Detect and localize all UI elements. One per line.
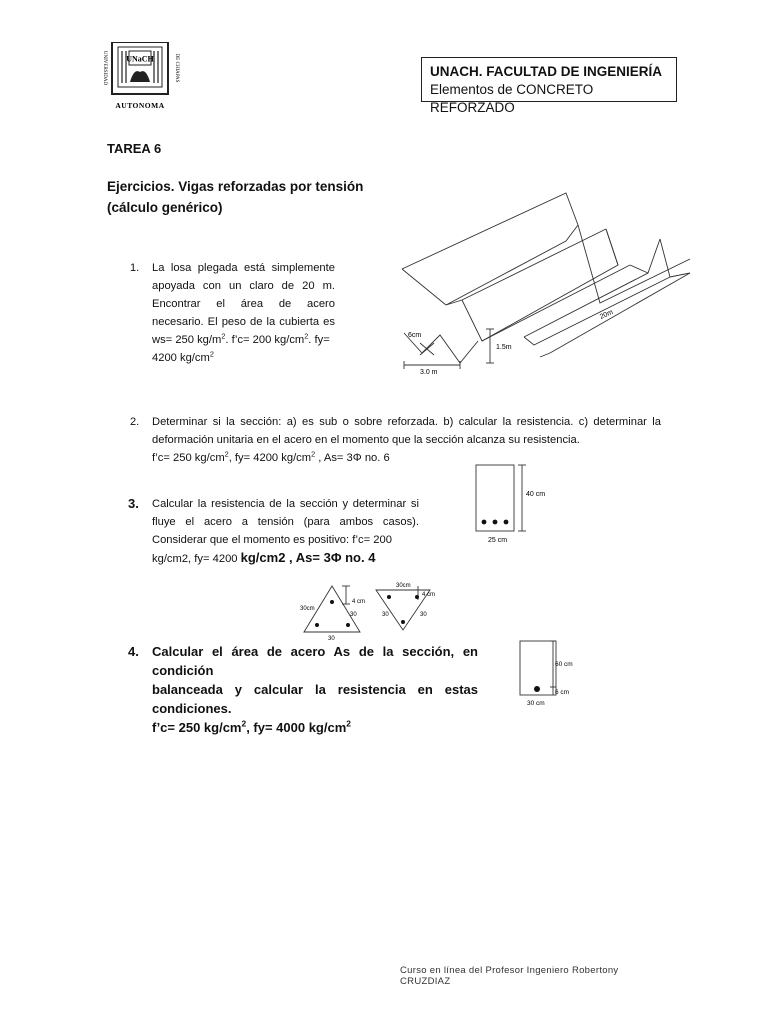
- exponent: 2: [221, 331, 226, 341]
- triangular-sections-figure: [290, 580, 450, 642]
- exponent: 2: [224, 449, 229, 459]
- university-logo: [98, 42, 182, 112]
- problem-2-statement: Determinar si la sección: a) es sub o sobre reforzada. b) calcular la resistencia. c) determinar la deformación unitaria en el acero en el momento que la sección alcanza su resistencia.: [152, 416, 661, 446]
- dim-width-label: 30 cm: [527, 700, 545, 707]
- exponent: 2: [241, 718, 247, 729]
- dim-length-label: 20m: [598, 308, 615, 321]
- problem-4-line-2: balanceada y calcular la resistencia en estas condiciones.: [152, 682, 478, 716]
- exponent: 2: [209, 349, 214, 359]
- as-value: , As= 3Φ no. 6: [315, 452, 390, 464]
- dim-cover-label: 6 cm: [555, 689, 570, 696]
- problem-1-line: Encontrar el área de acero: [152, 298, 335, 310]
- problem-3-text: [152, 495, 419, 568]
- problem-4-line-1: Calcular el área de acero As de la sección, en condición: [152, 644, 478, 678]
- exercise-subtitle: [107, 176, 363, 218]
- fc-value: f’c= 250 kg/cm: [152, 452, 225, 464]
- fy-value: 4200 kg/cm: [152, 352, 210, 364]
- dim-width-label: 3.0 m: [420, 369, 438, 376]
- dim-label: 30: [382, 612, 389, 618]
- dim-height-label: 60 cm: [555, 661, 573, 668]
- header-course: Elementos de CONCRETO REFORZADO: [430, 82, 594, 115]
- fy-value: , fy= 4000 kg/cm: [246, 720, 347, 735]
- logo-left-text: UNIVERSIDAD: [102, 50, 107, 86]
- problem-1-line: necesario. El peso de la cubierta es: [152, 316, 335, 328]
- problem-1-line: apoyada con un claro de 20 m.: [152, 280, 335, 292]
- exponent: 2: [346, 718, 351, 729]
- problem-3-number: 3.: [128, 496, 139, 511]
- dim-label: 4 cm: [422, 592, 436, 598]
- problem-1-number: 1.: [130, 262, 140, 274]
- dim-label: 4 cm: [352, 599, 366, 605]
- logo-right-text: DE CHIAPAS: [174, 53, 179, 83]
- dim-label: 30: [350, 612, 357, 618]
- subtitle-line-1: Ejercicios. Vigas reforzadas por tensión: [107, 179, 364, 194]
- ws-value: ws= 250 kg/m: [152, 334, 222, 346]
- problem-2-text: [152, 413, 661, 467]
- page-footer: Curso en línea del Profesor Ingeniero Robertony CRUZDIAZ: [400, 965, 619, 987]
- problem-3-values-big: kg/cm2 , As= 3Φ no. 4: [240, 550, 376, 565]
- dim-thickness-label: 6cm: [408, 332, 422, 339]
- beam-section-figure-2: [470, 460, 560, 550]
- problem-1-values: [152, 331, 335, 349]
- logo-center-text: UNaCH: [126, 54, 154, 64]
- problem-2-number: 2.: [130, 416, 140, 428]
- problem-1-text: [152, 259, 335, 367]
- header-faculty: UNACH. FACULTAD DE INGENIERÍA: [430, 64, 662, 79]
- problem-3-statement: Calcular la resistencia de la sección y determinar si fluye el acero a tensión (para ambos casos). Considerar que el momento es positivo: f’c= 200: [152, 498, 419, 546]
- dim-label: 30: [328, 636, 335, 642]
- fc-value: f’c= 250 kg/cm: [152, 720, 242, 735]
- header-box: [421, 57, 677, 115]
- problem-4-number: 4.: [128, 644, 139, 659]
- dim-width-label: 25 cm: [488, 537, 508, 544]
- assignment-title: TAREA 6: [107, 141, 162, 156]
- subtitle-line-2: (cálculo genérico): [107, 200, 223, 215]
- logo-bottom-text: AUTONOMA: [115, 101, 165, 110]
- fy-label: . fy=: [308, 334, 330, 346]
- dim-label: 30cm: [300, 606, 315, 612]
- dim-height-label: 40 cm: [526, 491, 546, 498]
- dim-label: 30cm: [396, 583, 411, 589]
- exponent: 2: [311, 449, 316, 459]
- exponent: 2: [304, 331, 309, 341]
- fc-value: . f’c= 200 kg/cm: [225, 334, 305, 346]
- dim-height-label: 1.5m: [496, 344, 512, 351]
- dim-label: 30: [420, 612, 427, 618]
- problem-3-values-small: kg/cm2, fy= 4200: [152, 553, 241, 565]
- problem-4-text: [152, 642, 478, 737]
- beam-section-figure-4: [515, 635, 585, 710]
- problem-1-line: La losa plegada está simplemente: [152, 262, 335, 274]
- fy-value: , fy= 4200 kg/cm: [228, 452, 312, 464]
- folded-slab-figure: [390, 185, 700, 385]
